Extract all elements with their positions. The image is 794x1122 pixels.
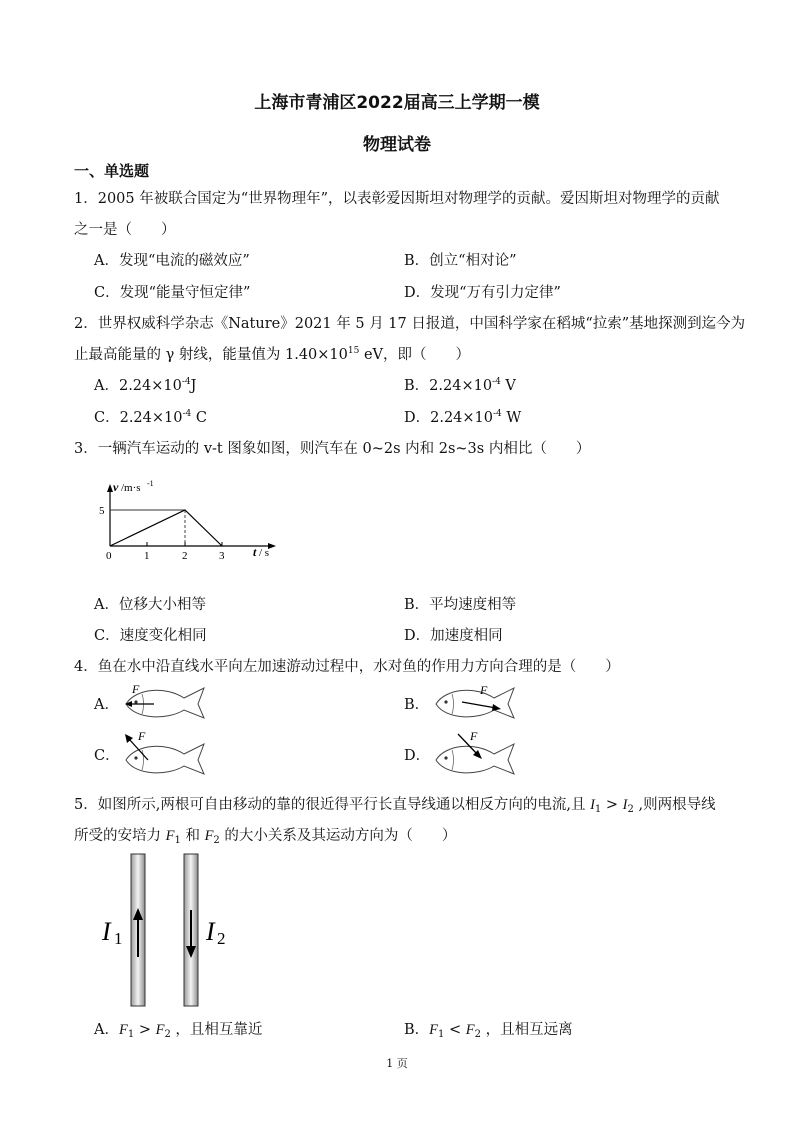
q5-f1: F	[165, 828, 175, 844]
q5-b-f1: F	[429, 1022, 439, 1038]
vt-xlabel-t: t	[253, 545, 257, 559]
label-i1: I	[102, 917, 111, 946]
q5-f2-sub: 2	[213, 835, 220, 846]
q2-stem-line2	[74, 343, 470, 364]
exam-title: 上海市青浦区2022届高三上学期一模	[254, 93, 540, 113]
q4-option-b-label[interactable]: B．	[404, 697, 430, 713]
fish-figure-b[interactable]	[428, 680, 522, 722]
fish-body	[436, 688, 514, 718]
vt-xtick-1: 1	[144, 550, 150, 562]
force-label: F	[470, 729, 478, 743]
q5-i1: I	[590, 797, 595, 813]
q5-text-1: 5．如图所示,两根可自由移动的靠的很近得平行长直导线通以相反方向的电流,且	[74, 797, 591, 813]
q1-option-a[interactable]: A．发现“电流的磁效应”	[94, 253, 250, 269]
label-i1-sub: 1	[114, 929, 123, 948]
section-heading: 一、单选题	[74, 162, 150, 180]
q2-d-unit: W	[501, 410, 522, 426]
q2-b-base: B．2.24×10	[404, 378, 493, 394]
fish-eye	[134, 756, 137, 759]
wires-figure	[96, 852, 256, 1010]
fish-eye	[134, 700, 137, 703]
fish-figure-a[interactable]	[118, 680, 212, 722]
q2-option-d[interactable]	[404, 406, 521, 427]
q2-d-base: D．2.24×10	[404, 410, 494, 426]
q5-text-4: 的大小关系及其运动方向为（ ）	[219, 828, 457, 844]
force-label: F	[132, 682, 140, 696]
q5-option-b[interactable]	[404, 1018, 573, 1040]
q5-text-2: ,则两根导线	[633, 797, 716, 813]
q5-a-gt: >	[134, 1022, 156, 1038]
label-i2-sub: 2	[217, 929, 226, 948]
q2-option-b[interactable]	[404, 374, 516, 395]
q4-option-c-label[interactable]: C．	[94, 748, 120, 764]
q1-option-d[interactable]: D．发现“万有引力定律”	[404, 285, 561, 301]
fish-figure-d[interactable]	[428, 728, 522, 778]
q2-a-exp: -4	[181, 377, 191, 387]
q5-a-f1: F	[118, 1022, 128, 1038]
q2-stem-tail: eV，即（ ）	[359, 347, 471, 363]
q4-option-d-label[interactable]: D．	[404, 748, 431, 764]
q4-stem: 4．鱼在水中沿直线水平向左加速游动过程中，水对鱼的作用力方向合理的是（ ）	[74, 659, 620, 675]
q5-a-f2: F	[155, 1022, 165, 1038]
vt-curve	[110, 510, 222, 546]
vt-ylabel-unit: /m·s	[121, 482, 141, 494]
q3-option-c[interactable]: C．速度变化相同	[94, 628, 207, 644]
q4-option-a-label[interactable]: A．	[94, 697, 119, 713]
q3-option-b[interactable]: B．平均速度相等	[404, 597, 517, 613]
force-label: F	[138, 729, 146, 743]
q5-b-f2: F	[465, 1022, 475, 1038]
q2-c-exp: -4	[182, 409, 192, 419]
q1-option-c[interactable]: C．发现“能量守恒定律”	[94, 285, 251, 301]
label-i2: I	[206, 917, 215, 946]
page-number: 1 页	[386, 1057, 408, 1070]
vt-xtick-0: 0	[106, 550, 112, 562]
q2-option-c[interactable]	[94, 406, 207, 427]
q1-stem-line1: 1．2005 年被联合国定为“世界物理年”，以表彰爱因斯坦对物理学的贡献。爱因斯坦对物理学的贡献	[74, 191, 720, 207]
q2-stem-text: 止最高能量的 γ 射线，能量值为 1.40×10	[74, 347, 348, 363]
q5-gt: >	[601, 797, 623, 813]
q3-stem: 3．一辆汽车运动的 v-t 图象如图，则汽车在 0~2s 内和 2s~3s 内相比（ ）	[74, 441, 591, 457]
q5-f2: F	[204, 828, 214, 844]
q5-a-f1-sub: 1	[127, 1029, 135, 1040]
q2-a-base: A．2.24×10	[94, 378, 182, 394]
q3-option-a[interactable]: A．位移大小相等	[94, 597, 206, 613]
vt-graph	[94, 474, 294, 574]
vt-ylabel-exp: -1	[147, 479, 154, 488]
vt-ytick-5: 5	[99, 505, 105, 517]
q2-a-unit: J	[190, 378, 197, 394]
q5-text-3: 所受的安培力	[74, 828, 166, 844]
q1-stem-line2: 之一是（ ）	[74, 222, 176, 238]
q5-b-f2-sub: 2	[474, 1029, 481, 1040]
q5-b-tail: ，且相互远离	[481, 1022, 573, 1038]
q2-c-base: C．2.24×10	[94, 410, 183, 426]
q2-stem-line1: 2．世界权威科学杂志《Nature》2021 年 5 月 17 日报道，中国科学家在稻城“拉索”基地探测到迄今为	[74, 316, 746, 332]
vt-ylabel-v: v	[113, 480, 119, 494]
q5-b-label: B．	[404, 1022, 430, 1038]
q5-b-f1-sub: 1	[438, 1029, 445, 1040]
q2-option-a[interactable]	[94, 374, 196, 395]
q5-i2: I	[622, 797, 628, 813]
q5-i1-sub: 1	[594, 804, 602, 815]
q5-and: 和	[180, 828, 205, 844]
q2-b-unit: V	[500, 378, 516, 394]
vt-xtick-2: 2	[182, 550, 188, 562]
q5-a-tail: ，且相互靠近	[170, 1022, 263, 1038]
vt-x-arrow	[268, 543, 276, 549]
q5-stem-line1	[74, 793, 716, 815]
q2-d-exp: -4	[493, 409, 502, 419]
fish-figure-c[interactable]	[118, 728, 212, 778]
q2-c-unit: C	[191, 410, 207, 426]
q5-b-lt: <	[444, 1022, 466, 1038]
fish-eye	[444, 700, 447, 703]
q5-stem-line2	[74, 824, 456, 846]
q3-option-d[interactable]: D．加速度相同	[404, 628, 503, 644]
q2-exponent: 15	[347, 346, 360, 356]
force-label: F	[480, 683, 488, 697]
vt-xlabel-unit: / s	[259, 547, 270, 559]
q5-option-a[interactable]	[94, 1018, 262, 1040]
q2-b-exp: -4	[492, 377, 501, 387]
q5-i2-sub: 2	[627, 804, 634, 815]
q1-option-b[interactable]: B．创立“相对论”	[404, 253, 517, 269]
fish-eye	[444, 756, 447, 759]
vt-xtick-3: 3	[219, 550, 225, 562]
exam-subtitle: 物理试卷	[363, 135, 431, 155]
fish-body	[436, 744, 514, 774]
q5-a-f2-sub: 2	[164, 1029, 171, 1040]
q5-a-label: A．	[94, 1022, 119, 1038]
q5-f1-sub: 1	[174, 835, 181, 846]
